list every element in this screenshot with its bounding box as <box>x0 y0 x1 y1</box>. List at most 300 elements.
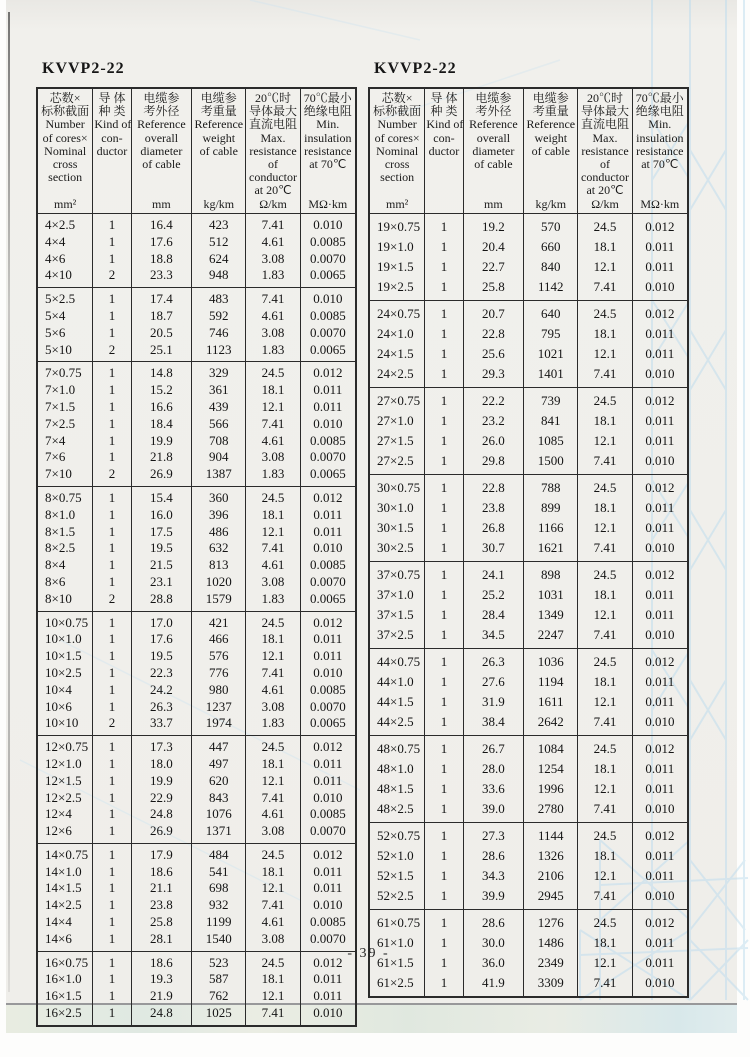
table-cell: 52×0.75 <box>369 823 425 847</box>
table-cell: 1 <box>93 1005 131 1026</box>
table-cell: 1486 <box>524 933 578 953</box>
table-cell: 1 <box>93 416 131 433</box>
table-cell: 4×4 <box>45 233 66 249</box>
table-row <box>369 324 688 344</box>
table-cell: 4.61 <box>246 308 300 325</box>
table-cell: 24.5 <box>578 736 632 760</box>
column-header: 芯数× 标称截面 Number of cores× Nominal cross section mm² <box>37 88 93 214</box>
table-cell: 1 <box>425 649 463 673</box>
table-cell: 1 <box>93 574 131 591</box>
table-cell: 18.1 <box>578 585 632 605</box>
table-cell: 541 <box>192 864 246 881</box>
table-cell: 7×6 <box>45 449 66 465</box>
table-cell: 1 <box>425 364 463 388</box>
table-cell: 2 <box>93 591 131 611</box>
table-cell: 0.011 <box>632 431 688 451</box>
table-cell: 1 <box>425 933 463 953</box>
table-cell: 24.5 <box>578 649 632 673</box>
table-cell: 24.8 <box>131 1005 192 1026</box>
table-cell: 2 <box>93 342 131 362</box>
table-cell: 18.7 <box>131 308 192 325</box>
table-cell: 3.08 <box>246 449 300 466</box>
table-cell: 23.3 <box>131 267 192 287</box>
table-cell: 0.0070 <box>300 931 356 951</box>
table-cell: 1 <box>93 631 131 648</box>
table-row <box>369 692 688 712</box>
table-cell: 16×0.75 <box>37 951 93 971</box>
table-cell: 0.0065 <box>300 591 356 611</box>
table-row <box>37 880 356 897</box>
table-cell: 30.7 <box>463 538 524 562</box>
table-cell: 0.011 <box>632 257 688 277</box>
table-cell: 30×1.5 <box>377 520 414 535</box>
table-cell: 1 <box>425 779 463 799</box>
table-cell: 1 <box>425 886 463 910</box>
table-cell: 762 <box>192 988 246 1005</box>
table-cell: 776 <box>192 665 246 682</box>
table-cell: 44×1.5 <box>377 694 414 709</box>
table-cell: 512 <box>192 234 246 251</box>
table-cell: 0.012 <box>300 486 356 506</box>
table-cell: 23.8 <box>463 498 524 518</box>
table-cell: 37×1.5 <box>377 607 414 622</box>
table-row <box>37 308 356 325</box>
table-cell: 5×2.5 <box>37 288 93 308</box>
table-cell: 30×1.0 <box>377 500 414 515</box>
table-cell: 0.0070 <box>300 823 356 843</box>
column-header: 导 体 种 类 Kind of con- ductor <box>93 88 131 214</box>
table-cell: 18.1 <box>246 631 300 648</box>
table-row <box>37 342 356 362</box>
table-cell: 7.41 <box>578 277 632 301</box>
table-cell: 1 <box>93 611 131 631</box>
table-row <box>369 736 688 760</box>
table-cell: 18.1 <box>246 382 300 399</box>
table-cell: 1 <box>93 251 131 268</box>
table-cell: 25.1 <box>131 342 192 362</box>
table-cell: 0.011 <box>632 933 688 953</box>
table-cell: 1 <box>425 237 463 257</box>
table-cell: 33.6 <box>463 779 524 799</box>
table-row <box>37 897 356 914</box>
table-cell: 0.010 <box>300 1005 356 1026</box>
table-cell: 1 <box>425 605 463 625</box>
table-row <box>369 364 688 388</box>
table-cell: 1540 <box>192 931 246 951</box>
table-cell: 708 <box>192 433 246 450</box>
table-row <box>37 611 356 631</box>
table-cell: 0.010 <box>632 277 688 301</box>
table-cell: 38.4 <box>463 712 524 736</box>
table-cell: 12.1 <box>578 431 632 451</box>
table-cell: 39.9 <box>463 886 524 910</box>
table-cell: 28.6 <box>463 910 524 934</box>
table-cell: 14.8 <box>131 362 192 382</box>
table-cell: 19.2 <box>463 214 524 238</box>
row-group <box>37 736 356 844</box>
table-cell: 1 <box>425 451 463 475</box>
table-cell: 27.3 <box>463 823 524 847</box>
table-cell: 23.2 <box>463 411 524 431</box>
table-cell: 795 <box>524 324 578 344</box>
table-cell: 0.010 <box>632 625 688 649</box>
table-cell: 16×1.0 <box>45 971 82 987</box>
table-row <box>37 591 356 611</box>
table-cell: 37×2.5 <box>377 627 414 642</box>
table-row <box>369 866 688 886</box>
table-cell: 624 <box>192 251 246 268</box>
table-cell: 570 <box>524 214 578 238</box>
table-row <box>37 325 356 342</box>
table-cell: 18.1 <box>578 759 632 779</box>
row-group <box>369 562 688 649</box>
table-cell: 1142 <box>524 277 578 301</box>
table-cell: 1 <box>93 773 131 790</box>
table-cell: 421 <box>192 611 246 631</box>
table-cell: 19×2.5 <box>377 279 414 294</box>
table-cell: 20.7 <box>463 301 524 325</box>
table-cell: 1 <box>425 866 463 886</box>
table-cell: 24.5 <box>578 475 632 499</box>
table-cell: 0.0065 <box>300 466 356 486</box>
table-cell: 19.5 <box>131 540 192 557</box>
table-cell: 1 <box>93 557 131 574</box>
table-cell: 1 <box>425 214 463 238</box>
table-cell: 486 <box>192 524 246 541</box>
table-cell: 8×10 <box>45 590 72 606</box>
table-cell: 24.5 <box>578 301 632 325</box>
table-cell: 17.6 <box>131 234 192 251</box>
table-cell: 0.0085 <box>300 433 356 450</box>
table-cell: 7.41 <box>246 1005 300 1026</box>
table-row <box>37 524 356 541</box>
table-cell: 7×4 <box>45 432 66 448</box>
table-cell: 14×2.5 <box>45 897 82 913</box>
table-row <box>37 234 356 251</box>
table-cell: 24×1.0 <box>377 326 414 341</box>
table-cell: 1 <box>425 411 463 431</box>
table-cell: 44×0.75 <box>369 649 425 673</box>
table-cell: 24.1 <box>463 562 524 586</box>
table-row <box>369 649 688 673</box>
table-cell: 0.012 <box>632 649 688 673</box>
table-cell: 10×0.75 <box>37 611 93 631</box>
table-cell: 7.41 <box>578 364 632 388</box>
table-cell: 19×1.5 <box>377 259 414 274</box>
table-cell: 1349 <box>524 605 578 625</box>
table-cell: 0.0070 <box>300 449 356 466</box>
table-row <box>369 759 688 779</box>
table-cell: 1 <box>425 799 463 823</box>
table-cell: 61×2.5 <box>377 975 414 990</box>
table-cell: 3.08 <box>246 325 300 342</box>
table-row <box>37 557 356 574</box>
table-cell: 28.0 <box>463 759 524 779</box>
table-row <box>369 237 688 257</box>
table-cell: 1 <box>93 449 131 466</box>
table-cell: 52×1.0 <box>377 848 414 863</box>
table-cell: 1 <box>425 538 463 562</box>
table-cell: 0.010 <box>300 416 356 433</box>
table-cell: 24.2 <box>131 682 192 699</box>
table-cell: 10×4 <box>45 681 72 697</box>
table-cell: 4×6 <box>45 250 66 266</box>
table-cell: 1199 <box>192 914 246 931</box>
table-cell: 0.011 <box>632 846 688 866</box>
table-cell: 28.8 <box>131 591 192 611</box>
table-row <box>37 449 356 466</box>
table-cell: 3309 <box>524 973 578 997</box>
table-cell: 34.3 <box>463 866 524 886</box>
table-cell: 0.010 <box>632 799 688 823</box>
table-cell: 24.5 <box>578 910 632 934</box>
table-cell: 4.61 <box>246 806 300 823</box>
table-cell: 18.1 <box>578 933 632 953</box>
table-cell: 7.41 <box>578 451 632 475</box>
table-cell: 746 <box>192 325 246 342</box>
table-row <box>37 736 356 756</box>
table-cell: 788 <box>524 475 578 499</box>
table-cell: 24.5 <box>246 736 300 756</box>
table-cell: 25.2 <box>463 585 524 605</box>
table-cell: 14×0.75 <box>37 843 93 863</box>
table-cell: 34.5 <box>463 625 524 649</box>
table-cell: 632 <box>192 540 246 557</box>
table-cell: 396 <box>192 507 246 524</box>
table-cell: 24.5 <box>578 214 632 238</box>
table-cell: 1 <box>93 288 131 308</box>
table-row <box>37 773 356 790</box>
table-cell: 1 <box>93 864 131 881</box>
table-cell: 17.4 <box>131 288 192 308</box>
table-cell: 39.0 <box>463 799 524 823</box>
table-row <box>369 518 688 538</box>
table-cell: 12.1 <box>578 779 632 799</box>
table-cell: 12.1 <box>578 953 632 973</box>
table-cell: 21.8 <box>131 449 192 466</box>
table-cell: 1.83 <box>246 267 300 287</box>
table-cell: 37×0.75 <box>369 562 425 586</box>
table-cell: 1 <box>425 973 463 997</box>
table-cell: 16.0 <box>131 507 192 524</box>
table-cell: 660 <box>524 237 578 257</box>
table-cell: 0.011 <box>300 507 356 524</box>
table-cell: 0.011 <box>300 631 356 648</box>
table-cell: 843 <box>192 790 246 807</box>
table-cell: 7×2.5 <box>45 415 76 431</box>
table-cell: 0.011 <box>300 648 356 665</box>
column-header: 导 体 种 类 Kind of con- ductor <box>425 88 463 214</box>
table-cell: 0.012 <box>300 843 356 863</box>
table-row <box>37 1005 356 1026</box>
table-cell: 483 <box>192 288 246 308</box>
table-cell: 0.012 <box>632 823 688 847</box>
table-cell: 1 <box>93 433 131 450</box>
table-cell: 0.010 <box>632 364 688 388</box>
table-cell: 0.011 <box>632 411 688 431</box>
table-row <box>369 277 688 301</box>
table-row <box>369 301 688 325</box>
table-cell: 20.4 <box>463 237 524 257</box>
table-cell: 898 <box>524 562 578 586</box>
row-group <box>369 214 688 301</box>
table-cell: 27×1.0 <box>377 413 414 428</box>
table-row <box>37 790 356 807</box>
column-header: 电缆参 考重量 Reference weight of cable kg/km <box>192 88 246 214</box>
table-cell: 10×1.5 <box>45 648 82 664</box>
table-cell: 7.41 <box>578 538 632 562</box>
table-cell: 0.0070 <box>300 699 356 716</box>
table-cell: 24×2.5 <box>377 366 414 381</box>
table-cell: 21.9 <box>131 988 192 1005</box>
table-cell: 28.1 <box>131 931 192 951</box>
table-cell: 18.1 <box>246 971 300 988</box>
table-cell: 0.012 <box>632 910 688 934</box>
table-cell: 1 <box>93 699 131 716</box>
table-cell: 22.7 <box>463 257 524 277</box>
table-row <box>369 257 688 277</box>
table-row <box>37 648 356 665</box>
table-cell: 1 <box>93 914 131 931</box>
table-cell: 1123 <box>192 342 246 362</box>
table-cell: 0.0085 <box>300 308 356 325</box>
table-cell: 7.41 <box>246 790 300 807</box>
table-cell: 1621 <box>524 538 578 562</box>
table-cell: 61×1.0 <box>377 935 414 950</box>
table-cell: 0.012 <box>300 362 356 382</box>
table-cell: 698 <box>192 880 246 897</box>
table-cell: 4.61 <box>246 557 300 574</box>
table-row <box>37 267 356 287</box>
table-cell: 24.5 <box>578 823 632 847</box>
table-cell: 1036 <box>524 649 578 673</box>
cable-spec-table-left <box>36 87 357 1027</box>
table-cell: 18.1 <box>246 864 300 881</box>
table-cell: 17.9 <box>131 843 192 863</box>
table-cell: 27×2.5 <box>377 453 414 468</box>
table-cell: 0.0065 <box>300 715 356 735</box>
table-row <box>37 756 356 773</box>
table-cell: 23.1 <box>131 574 192 591</box>
table-cell: 620 <box>192 773 246 790</box>
table-cell: 361 <box>192 382 246 399</box>
table-cell: 1 <box>93 648 131 665</box>
table-row <box>369 910 688 934</box>
table-cell: 1020 <box>192 574 246 591</box>
table-cell: 0.011 <box>300 382 356 399</box>
table-cell: 1 <box>425 562 463 586</box>
table-cell: 1 <box>93 308 131 325</box>
table-cell: 1387 <box>192 466 246 486</box>
table-cell: 1 <box>93 507 131 524</box>
table-cell: 44×1.0 <box>377 674 414 689</box>
table-cell: 17.0 <box>131 611 192 631</box>
table-cell: 31.9 <box>463 692 524 712</box>
table-cell: 1144 <box>524 823 578 847</box>
table-cell: 8×6 <box>45 573 66 589</box>
table-row <box>369 431 688 451</box>
table-cell: 1 <box>93 843 131 863</box>
table-row <box>37 540 356 557</box>
table-cell: 16.4 <box>131 214 192 234</box>
table-cell: 2247 <box>524 625 578 649</box>
table-cell: 640 <box>524 301 578 325</box>
table-cell: 576 <box>192 648 246 665</box>
table-cell: 18.1 <box>578 498 632 518</box>
table-cell: 61×0.75 <box>369 910 425 934</box>
table-cell: 0.0085 <box>300 557 356 574</box>
table-cell: 3.08 <box>246 699 300 716</box>
table-cell: 1085 <box>524 431 578 451</box>
table-cell: 0.011 <box>300 988 356 1005</box>
table-cell: 0.010 <box>300 540 356 557</box>
table-cell: 0.010 <box>632 451 688 475</box>
table-cell: 3.08 <box>246 251 300 268</box>
table-cell: 16×1.5 <box>45 988 82 1004</box>
table-cell: 7.41 <box>246 214 300 234</box>
table-row <box>369 411 688 431</box>
table-row <box>37 971 356 988</box>
table-row <box>37 416 356 433</box>
table-cell: 1 <box>425 277 463 301</box>
row-group <box>37 214 356 288</box>
table-cell: 1371 <box>192 823 246 843</box>
table-cell: 14×1.0 <box>45 863 82 879</box>
table-row <box>369 672 688 692</box>
table-cell: 948 <box>192 267 246 287</box>
table-cell: 1 <box>93 971 131 988</box>
table-cell: 25.8 <box>131 914 192 931</box>
table-cell: 44×2.5 <box>377 714 414 729</box>
column-header: 电缆参 考重量 Reference weight of cable kg/km <box>524 88 578 214</box>
table-cell: 7×1.0 <box>45 382 76 398</box>
table-cell: 0.0070 <box>300 251 356 268</box>
table-cell: 0.011 <box>632 953 688 973</box>
table-row <box>37 382 356 399</box>
table-cell: 466 <box>192 631 246 648</box>
table-cell: 2945 <box>524 886 578 910</box>
table-cell: 0.011 <box>632 605 688 625</box>
row-group <box>37 362 356 487</box>
table-row <box>369 538 688 562</box>
table-row <box>369 886 688 910</box>
table-row <box>369 973 688 997</box>
table-cell: 3.08 <box>246 931 300 951</box>
table-cell: 19.3 <box>131 971 192 988</box>
table-cell: 26.9 <box>131 823 192 843</box>
table-cell: 22.3 <box>131 665 192 682</box>
table-cell: 18.1 <box>246 507 300 524</box>
table-cell: 5×6 <box>45 324 66 340</box>
table-cell: 1 <box>425 301 463 325</box>
table-cell: 14×4 <box>45 914 72 930</box>
table-cell: 10×2.5 <box>45 664 82 680</box>
table-cell: 12×1.5 <box>45 772 82 788</box>
table-cell: 0.011 <box>300 756 356 773</box>
table-cell: 7.41 <box>578 886 632 910</box>
table-cell: 41.9 <box>463 973 524 997</box>
page-number: - 39 - <box>347 946 390 961</box>
table-row <box>369 779 688 799</box>
table-cell: 1237 <box>192 699 246 716</box>
table-cell: 0.011 <box>632 692 688 712</box>
table-cell: 12.1 <box>246 524 300 541</box>
table-cell: 360 <box>192 486 246 506</box>
table-cell: 12.1 <box>578 605 632 625</box>
table-cell: 7×0.75 <box>37 362 93 382</box>
row-group <box>369 301 688 388</box>
table-cell: 0.010 <box>300 897 356 914</box>
